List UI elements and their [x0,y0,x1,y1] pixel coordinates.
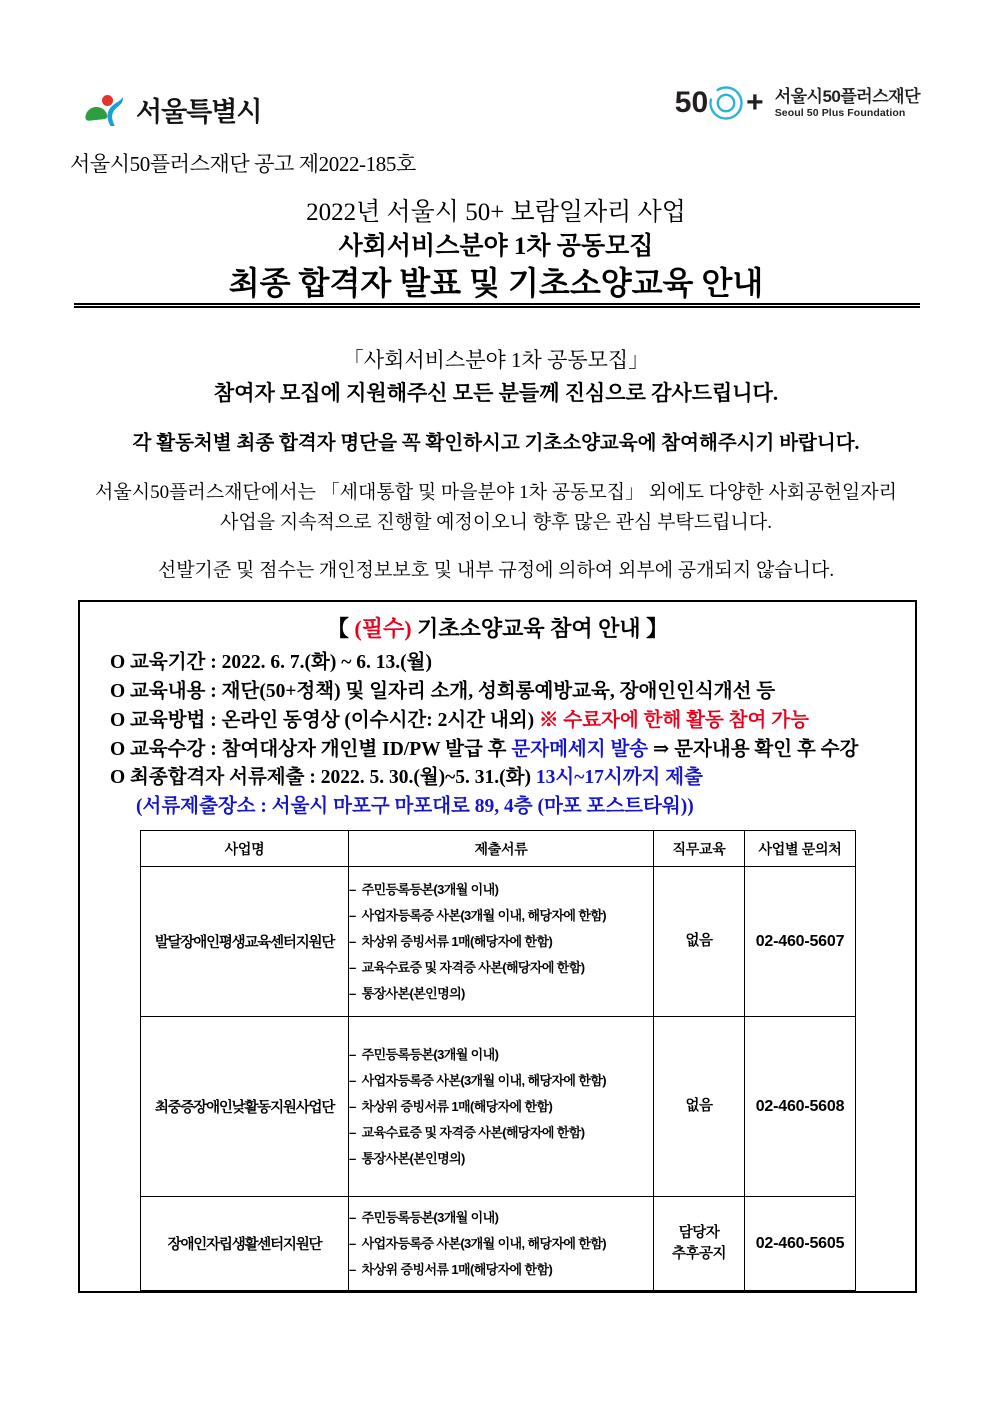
cell-program-name: 발달장애인평생교육센터지원단 [141,867,349,1017]
document-item-text: 차상위 증빙서류 1매(해당자에 한함) [361,1098,553,1114]
bullet-marker: O [110,738,126,760]
intro-p3-line-2: 사업을 지속적으로 진행할 예정이오니 향후 많은 관심 부탁드립니다. [220,512,772,534]
document-item [349,1257,653,1283]
info-box-bracket-open: 【 [326,616,349,641]
job-training-line-2: 추후공지 [671,1245,727,1262]
info-box-title-main: 기초소양교육 참여 안내 [417,616,641,641]
cell-program-name: 최중증장애인낮활동지원사업단 [141,1017,349,1197]
document-item-text: 차상위 증빙서류 1매(해당자에 한함) [361,933,553,949]
bullet-value: 온라인 동영상 (이수시간: 2시간 내외) [221,709,539,731]
bullet-note-blue: 13시~17시까지 제출 [535,767,703,789]
dash-bullet-icon: – [349,1046,356,1062]
dash-bullet-icon: – [349,933,356,949]
seoul-city-logo [84,90,261,129]
dash-bullet-icon: – [349,1235,356,1251]
intro-p1-line-2: 참여자 모집에 지원해주신 모든 분들께 진심으로 감사드립니다. [213,380,779,405]
document-item-text: 사업자등록증 사본(3개월 이내, 해당자에 한함) [361,1235,607,1251]
documents-table-wrapper [140,830,855,1291]
cell-job-training [654,1197,745,1291]
cell-job-training: 없음 [654,1017,745,1197]
info-box-bracket-close: 】 [646,616,669,641]
seoul-city-logo-text: 서울특별시 [136,97,262,127]
title-line-1: 2022년 서울시 50+ 보람일자리 사업 [306,199,686,226]
documents-table [140,830,856,1291]
document-item-text: 주민등록등본(3개월 이내) [361,1046,499,1062]
document-item-text: 사업자등록증 사본(3개월 이내, 해당자에 한함) [361,1072,607,1088]
info-box-required-tag: (필수) [354,616,412,641]
dash-bullet-icon: – [349,881,356,897]
document-item [349,877,653,903]
fifty-number: 50 [674,86,709,119]
document-item [349,1146,653,1172]
bullet-note-red: ※ 수료자에 한해 활동 참여 가능 [538,709,809,731]
dash-bullet-icon: – [349,1261,356,1277]
bullet-note-blue: 문자메세지 발송 [511,738,649,760]
document-item [349,1042,653,1068]
bullet-marker: O [110,652,126,673]
submission-location-note: (서류제출장소 : 서울시 마포구 마포대로 89, 4층 (마포 포스트타워)) [136,796,694,818]
bullet-education-enrollment [110,736,915,765]
th-job-training: 직무교육 [654,831,745,867]
foundation-name-block [775,87,920,119]
cell-job-training: 없음 [654,867,745,1017]
bullet-document-submission [110,764,915,793]
info-box [78,600,917,1293]
bullet-sep: : [205,652,222,673]
dash-bullet-icon: – [349,1098,356,1114]
dash-bullet-icon: – [349,1150,356,1166]
intro-paragraph-3 [0,478,992,539]
document-item [349,1068,653,1094]
emblem-green-shape [84,105,107,120]
seoul-city-emblem-icon [84,91,130,129]
bullet-sep: : [304,767,321,789]
document-item [349,1205,653,1231]
table-row [141,1197,856,1291]
document-item [349,1120,653,1146]
bullet-value: 2022. 6. 7.(화) ~ 6. 13.(월) [221,652,432,673]
cell-required-documents [349,1197,654,1291]
emblem-blue-swoosh [106,96,125,127]
cell-contact: 02-460-5608 [745,1017,856,1197]
title-line-2: 사회서비스분야 1차 공동모집 [338,232,654,260]
dash-bullet-icon: – [349,1072,356,1088]
notice-number: 서울시50플러스재단 공고 제2022-185호 [70,152,416,176]
bullet-sep: : [205,738,222,760]
info-box-title [80,612,915,643]
document-item-text: 통장사본(본인명의) [361,985,465,1001]
document-item-text: 교육수료증 및 자격증 사본(해당자에 한함) [361,1124,585,1140]
bullet-value: 재단(50+정책) 및 일자리 소개, 성희롱예방교육, 장애인인식개선 등 [221,680,776,702]
fifty-plus-sign: + [746,86,764,119]
document-item [349,929,653,955]
fifty-plus-mark-icon [675,86,764,120]
intro-paragraph-4: 선발기준 및 점수는 개인정보보호 및 내부 규정에 의하여 외부에 공개되지 않습니다. [157,560,835,581]
document-item [349,903,653,929]
document-item-text: 교육수료증 및 자격증 사본(해당자에 한함) [361,959,585,975]
bullet-education-content [110,678,915,707]
job-training-line-1: 담당자 [678,1224,720,1241]
bullet-tail: ⇒ 문자내용 확인 후 수강 [648,738,859,760]
foundation-name-en: Seoul 50 Plus Foundation [774,106,906,119]
document-item [349,1231,653,1257]
document-item-text: 사업자등록증 사본(3개월 이내, 해당자에 한함) [361,907,607,923]
document-item-text: 통장사본(본인명의) [361,1150,465,1166]
title-line-3: 최종 합격자 발표 및 기초소양교육 안내 [228,265,764,301]
dash-bullet-icon: – [349,1124,356,1140]
bullet-label: 교육기간 [130,652,206,673]
cell-required-documents [349,867,654,1017]
fifty-rings-icon [709,86,743,120]
cell-contact: 02-460-5607 [745,867,856,1017]
dash-bullet-icon: – [349,959,356,975]
bullet-label: 교육내용 [130,680,206,702]
document-item [349,981,653,1007]
dash-bullet-icon: – [349,1209,356,1225]
bullet-label: 최종합격자 서류제출 [130,767,305,789]
document-item [349,1094,653,1120]
title-divider [74,303,920,308]
bullet-value: 2022. 5. 30.(월)~5. 31.(화) [320,767,536,789]
table-row [141,1017,856,1197]
bullet-value: 참여대상자 개인별 ID/PW 발급 후 [221,738,512,760]
cell-program-name: 장애인자립생활센터지원단 [141,1197,349,1291]
bullet-sep: : [205,709,222,731]
bullet-marker: O [110,709,126,731]
document-item-text: 주민등록등본(3개월 이내) [361,881,499,897]
intro-p1-line-1: 「사회서비스분야 1차 공동모집」 [342,348,650,372]
bullet-marker: O [110,680,126,702]
bullet-label: 교육방법 [130,709,206,731]
table-header-row [141,831,856,867]
document-item [349,955,653,981]
table-row [141,867,856,1017]
document-title [0,196,992,304]
cell-required-documents [349,1017,654,1197]
th-required-documents: 제출서류 [349,831,654,867]
bullet-label: 교육수강 [130,738,206,760]
document-item-text: 차상위 증빙서류 1매(해당자에 한함) [361,1261,553,1277]
seoul50plus-foundation-logo [675,86,920,120]
info-bullet-list [80,649,915,822]
bullet-education-period [110,649,915,678]
intro-p3-line-1: 서울시50플러스재단에서는 「세대통합 및 마을분야 1차 공동모집」 외에도 다양한 사회공헌일자리 [95,482,897,503]
intro-paragraph-1 [0,344,992,409]
th-contact: 사업별 문의처 [745,831,856,867]
intro-paragraph-2: 각 활동처별 최종 합격자 명단을 꼭 확인하시고 기초소양교육에 참여해주시기 바랍니다. [132,433,860,454]
bullet-education-method [110,707,915,736]
document-item-text: 주민등록등본(3개월 이내) [361,1209,499,1225]
bullet-sep: : [205,680,222,702]
th-program-name: 사업명 [141,831,349,867]
foundation-name-kr: 서울시50플러스재단 [774,87,920,107]
bullet-marker: O [110,767,126,789]
dash-bullet-icon: – [349,985,356,1001]
document-header [0,86,992,148]
dash-bullet-icon: – [349,907,356,923]
cell-contact: 02-460-5605 [745,1197,856,1291]
